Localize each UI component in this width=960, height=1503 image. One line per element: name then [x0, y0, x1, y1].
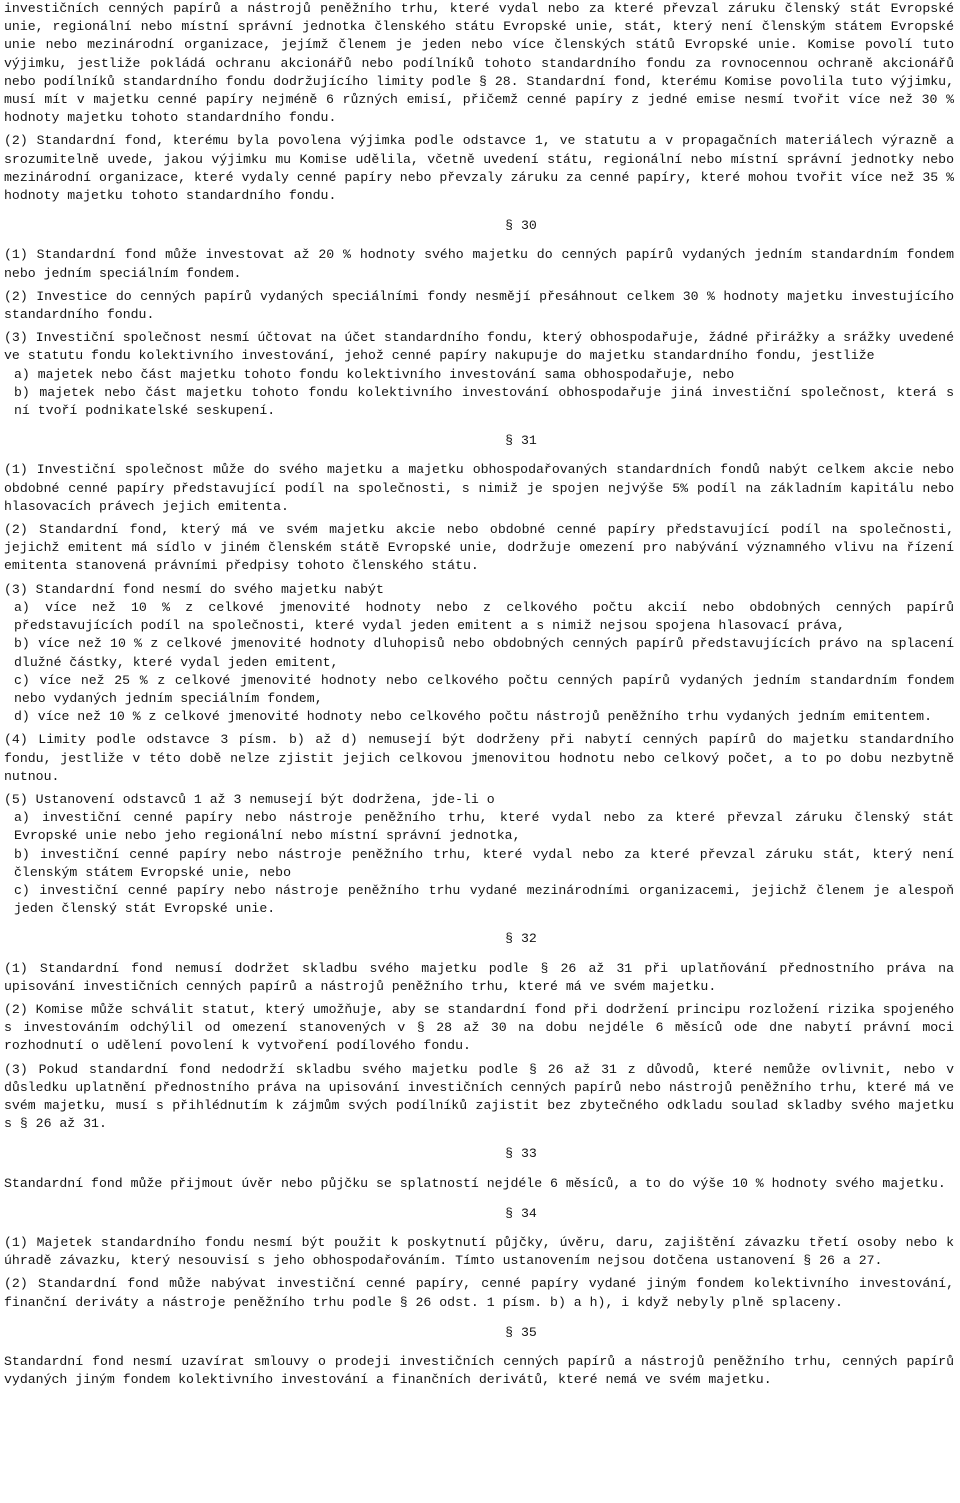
intro-paragraph-continuation: investičních cenných papírů a nástrojů peněžního trhu, které vydal nebo za které převzal záruku členský stát Evropské unie, regionální nebo místní správní jednotka členského státu Evropské unie, stát, který není členským státem Evropské unie nebo mezinárodní organizace, jejímž členem je jeden nebo více členských států Evropské unie. Komise povolí tuto výjimku, jestliže pokládá ochranu akcionářů nebo podílníků tohoto standardního fondu za rovnocennou ochraně akcionářů nebo podílníků standardního fondu dodržujícího limity podle § 28. Standardní fond, kterému Komise povolila tuto výjimku, musí mít v majetku cenné papíry nejméně 6 různých emisí, přičemž cenné papíry z jedné emise nesmí tvořit více než 30 % hodnoty majetku tohoto standardního fondu. [4, 1, 954, 126]
s31-p5-item-c: c) investiční cenné papíry nebo nástroje peněžního trhu vydané mezinárodními organizacemi, jejichž členem je alespoň jeden členský stát Evropské unie. [14, 882, 954, 917]
s31-item-b: b) více než 10 % z celkové jmenovité hodnoty dluhopisů nebo obdobných cenných papírů představujících právo na splacení dlužné částky, které vydal jeden emitent, [14, 636, 954, 670]
s31-paragraph-2: (2) Standardní fond, který má ve svém majetku akcie nebo obdobné cenné papíry představující podíl na společnosti, jejichž emitent má sídlo v jiném členském státě Evropské unie, dodržuje omezení pro nabývání významného vlivu na řízení emitenta stanovená právními předpisy tohoto členského státu. [4, 522, 954, 574]
s30-item-b: b) majetek nebo část majetku tohoto fondu kolektivního investování obhospodařuje jiná investiční společnost, která s ní tvoří podnikatelské seskupení. [14, 384, 954, 419]
s31-paragraph-3-group [4, 581, 954, 727]
s31-item-d: d) více než 10 % z celkové jmenovité hodnoty nebo celkového počtu nástrojů peněžního trhu vydaných jedním emitentem. [14, 709, 932, 725]
s34-paragraph-2: (2) Standardní fond může nabývat investiční cenné papíry, cenné papíry vydané jiným fondem kolektivního investování, finanční deriváty a nástroje peněžního trhu podle § 26 odst. 1 písm. b) a h), i když nebyly plně splaceny. [4, 1276, 954, 1310]
s34-paragraph-1: (1) Majetek standardního fondu nesmí být použit k poskytnutí půjčky, úvěru, daru, zajištění závazku třetí osoby nebo k úhradě závazku, který nesouvisí s jeho obhospodařováním. Tímto ustanovením nejsou dotčena ustanovení § 26 a 27. [4, 1234, 954, 1269]
s31-paragraph-3: (3) Standardní fond nesmí do svého majetku nabýt [4, 581, 384, 597]
section-heading-34: § 34 [505, 1205, 537, 1221]
section-heading-33: § 33 [505, 1146, 537, 1162]
s31-paragraph-1: (1) Investiční společnost může do svého majetku a majetku obhospodařovaných standardních fondů nabýt celkem akcie nebo obdobné cenné papíry představující podíl na společnosti, s nimiž je spojen nejvýše 5% podíl na základním kapitálu nebo hlasovacích právech jejich emitenta. [4, 462, 954, 514]
section-heading-32: § 32 [505, 931, 537, 947]
s31-item-a: a) více než 10 % z celkové jmenovité hodnoty nebo z celkového počtu akcií nebo obdobných cenných papírů představujících podíl na společnosti, které vydal jeden emitent a s nimiž nejsou spojena hlasovací práva, [14, 599, 954, 634]
section-heading-30: § 30 [505, 218, 537, 234]
s33-paragraph-1: Standardní fond může přijmout úvěr nebo půjčku se splatností nejdéle 6 měsíců, a to do výše 10 % hodnoty svého majetku. [4, 1175, 946, 1191]
section-heading-35: § 35 [505, 1324, 537, 1340]
intro-paragraph-2: (2) Standardní fond, kterému byla povolena výjimka podle odstavce 1, ve statutu a v propagačních materiálech výrazně a srozumitelně uvede, jakou výjimku mu Komise udělila, včetně uvedení státu, regionální nebo místní správní jednotky nebo mezinárodní organizace, které vydaly cenné papíry nebo převzaly záruku za cenné papíry, které mohou tvořit více než 35 % hodnoty majetku tohoto standardního fondu. [4, 133, 954, 204]
s31-p5-item-b: b) investiční cenné papíry nebo nástroje peněžního trhu, které vydal nebo za které převzal záruku stát, který není členským státem Evropské unie, nebo [14, 846, 954, 880]
section-heading-31: § 31 [505, 433, 537, 449]
s30-paragraph-1: (1) Standardní fond může investovat až 20 % hodnoty svého majetku do cenných papírů vydaných jedním standardním fondem nebo jedním speciálním fondem. [4, 247, 954, 281]
s32-paragraph-2: (2) Komise může schválit statut, který umožňuje, aby se standardní fond při dodržení principu rozložení rizika spojeného s investováním odchýlil od omezení stanovených v § 28 až 30 na dobu nejdéle 6 měsíců ode dne nabytí právní moci rozhodnutí o udělení povolení k vytvoření podílového fondu. [4, 1001, 954, 1054]
s30-item-a: a) majetek nebo část majetku tohoto fondu kolektivního investování sama obhospodařuje, nebo [14, 366, 735, 382]
s31-item-c: c) více než 25 % z celkové jmenovité hodnoty nebo celkového počtu cenných papírů vydaných jedním standardním fondem nebo vydaných jedním speciálním fondem, [14, 672, 954, 706]
s35-paragraph-1: Standardní fond nesmí uzavírat smlouvy o prodeji investičních cenných papírů a nástrojů peněžního trhu, cenných papírů vydaných jiným fondem kolektivního investování a finančních derivátů, které nemá ve svém majetku. [4, 1354, 954, 1388]
s31-paragraph-5-group [4, 791, 954, 918]
s32-paragraph-1: (1) Standardní fond nemusí dodržet skladbu svého majetku podle § 26 až 31 při uplatňování přednostního práva na upisování investičních cenných papírů a nástrojů peněžního trhu, které má ve svém majetku. [4, 960, 954, 994]
s31-p5-item-a: a) investiční cenné papíry nebo nástroje peněžního trhu, které vydal nebo za které převzal záruku členský stát Evropské unie nebo jeho regionální nebo místní správní jednotka, [14, 810, 954, 844]
s31-paragraph-5: (5) Ustanovení odstavců 1 až 3 nemusejí být dodržena, jde-li o [4, 791, 495, 807]
s32-paragraph-3: (3) Pokud standardní fond nedodrží skladbu svého majetku podle § 26 až 31 z důvodů, které nemůže ovlivnit, nebo v důsledku uplatnění přednostního práva na upisování investičních cenných papírů nebo nástrojů peněžního trhu, které má ve svém majetku, musí s přihlédnutím k zájmům svých podílníků zajistit bez zbytečného odkladu soulad skladby svého majetku s § 26 až 31. [4, 1061, 954, 1132]
s30-paragraph-3-group [4, 329, 954, 420]
s30-paragraph-2: (2) Investice do cenných papírů vydaných speciálními fondy nesmějí přesáhnout celkem 30 % hodnoty majetku investujícího standardního fondu. [4, 288, 954, 323]
s30-paragraph-3: (3) Investiční společnost nesmí účtovat na účet standardního fondu, který obhospodařuje, žádné přirážky a srážky uvedené ve statutu fondu kolektivního investování, jehož cenné papíry nakupuje do majetku standardního fondu, jestliže [4, 330, 954, 364]
s31-paragraph-4: (4) Limity podle odstavce 3 písm. b) až d) nemusejí být dodrženy při nabytí cenných papírů do majetku standardního fondu, jestliže v této době nelze zjistit jejich celkovou jmenovitou hodnotu nebo celkový počet, a to po dobu nezbytně nutnou. [4, 732, 954, 784]
